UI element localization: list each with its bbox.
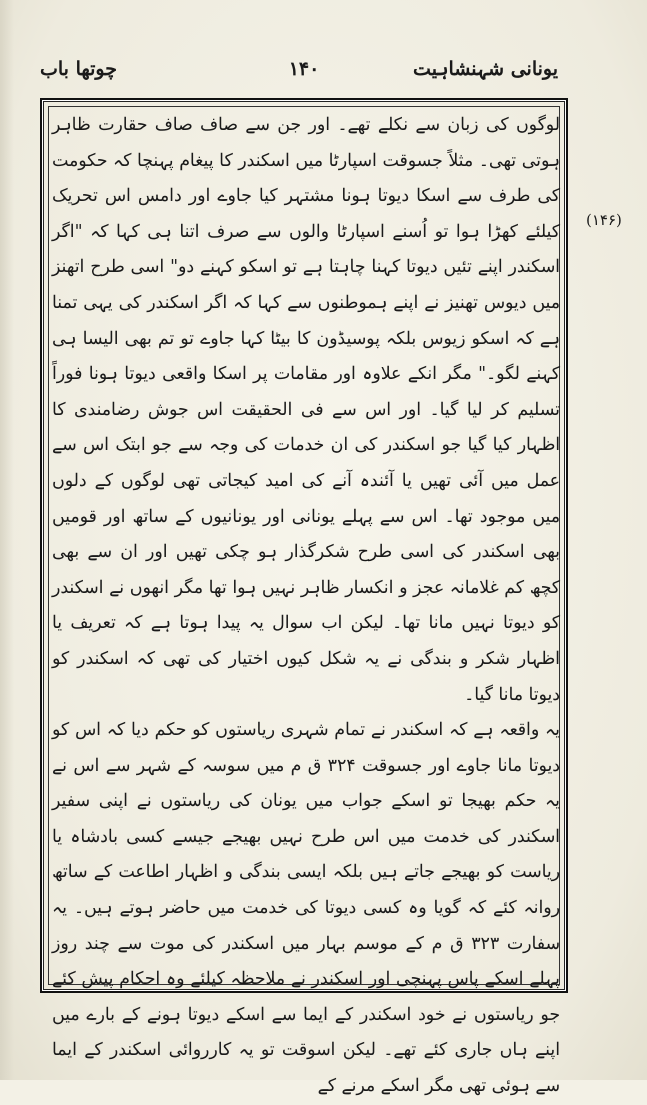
body-text [52,108,560,1097]
page-fold-shadow [0,0,14,1080]
running-title: یونانی شہنشاہیت [413,58,558,80]
page-header [40,58,568,90]
margin-page-reference: (۱۴۶) [586,211,622,229]
chapter-label: چوتھا باب [40,58,117,80]
page-number: ۱۴۰ [288,58,320,80]
paragraph: لوگوں کی زبان سے نکلے تھے۔ اور جن سے صاف صاف حقارت ظاہر ہوتی تھی۔ مثلاً جسوقت اسپارٹا میں اسکندر کا پیغام پہنچا کہ حکومت کی طرف سے اسکا دیوتا ہونا مشتہر کیا جاوے اور دامس اس تحریک کیلئے کھڑا ہوا تو اُسنے اسپارٹا والوں سے صرف اتنا ہی کہا کہ "اگر اسکندر اپنے تئیں دیوتا کہنا چاہتا ہے تو اسکو کہنے دو" اسی طرح اتھنز میں دیوس تھنیز نے اپنے ہموطنوں سے کہا کہ اگر اسکندر کی یہی تمنا ہے کہ اسکو زیوس بلکہ پوسیڈون کا بیٹا کہا جاوے تو تم بھی الیسا ہی کہنے لگو۔" مگر انکے علاوہ اور مقامات پر اسکا واقعی دیوتا ہونا فوراً تسلیم کر لیا گیا۔ اور اس سے فی الحقیقت اس جوش رضامندی کا اظہار کیا گیا جو اسکندر کی ان خدمات کی وجہ سے جو ابتک اس سے عمل میں آئی تھیں یا آئندہ آنے کی امید کیجاتی تھی لوگوں کے دلوں میں موجود تھا۔ اس سے پہلے یونانی اور یونانیوں کے ساتھ اور قومیں بھی اسکندر کی اسی طرح شکرگذار ہو چکی تھیں اور ان سے بھی کچھ کم غلامانہ عجز و انکسار ظاہر نہیں ہوا تھا مگر انھوں نے اسکندر کو دیوتا نہیں مانا تھا۔ لیکن اب سوال یہ پیدا ہوتا ہے کہ تعریف یا اظہار شکر و بندگی نے یہ شکل کیوں اختیار کی تھی کہ اسکندر کو دیوتا مانا گیا۔ [52,115,560,705]
paragraph: یہ واقعہ ہے کہ اسکندر نے تمام شہری ریاستوں کو حکم دیا کہ اس کو دیوتا مانا جاوے اور جسوقت ۳۲۴ ق م میں سوسہ کے شہر سے اس نے یہ حکم بھیجا تو اسکے جواب میں یونان کی ریاستوں نے اپنی سفیر اسکندر کی خدمت میں اس طرح نہیں بھیجے جیسے کسی بادشاہ یا ریاست کو بھیجے جاتے ہیں بلکہ ایسی بندگی و اظہار اطاعت کے ساتھ روانہ کئے کہ گویا وہ کسی دیوتا کی خدمت میں حاضر ہوتے ہیں۔ یہ سفارت ۳۲۳ ق م کے موسم بہار میں اسکندر کی موت سے چند روز پہلے اسکے پاس پہنچی اور اسکندر نے ملاحظہ کیلئے وہ احکام پیش کئے جو ریاستوں نے خود اسکندر کے ایما سے اسکے دیوتا ہونے کے بارے میں اپنے ہاں جاری کئے تھے۔ لیکن اسوقت تو یہ کارروائی اسکندر کے ایما سے ہوئی تھی مگر اسکے مرنے کے [52,720,560,1097]
